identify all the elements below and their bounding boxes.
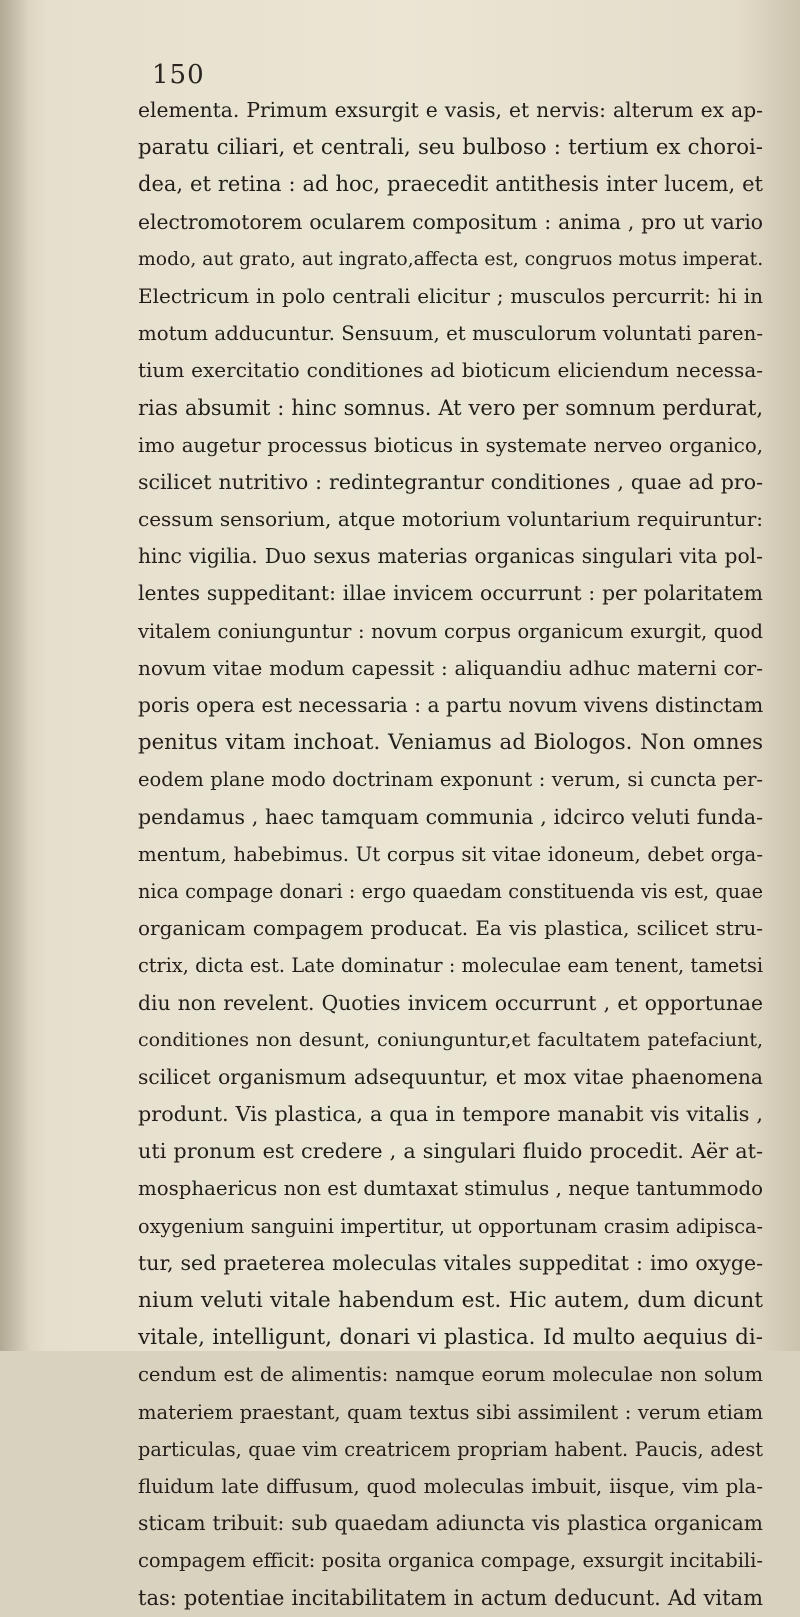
text-line: cessum sensorium, atque motorium voluntarium requiruntur: [138, 507, 763, 532]
text-line: uti pronum est credere , a singulari fluido procedit. Aër at- [138, 1139, 763, 1164]
text-line: tium exercitatio conditiones ad bioticum eliciendum necessa- [138, 358, 763, 383]
text-line: ctrix, dicta est. Late dominatur : moleculae eam tenent, tametsi [138, 954, 763, 978]
text-line: electromotorem ocularem compositum : anima , pro ut vario [138, 209, 763, 234]
text-line: nium veluti vitale habendum est. Hic autem, dum dicunt [138, 1288, 763, 1313]
text-line: penitus vitam inchoat. Veniamus ad Biologos. Non omnes [138, 730, 763, 756]
text-line: organicam compagem producat. Ea vis plastica, scilicet stru- [138, 916, 763, 941]
page-number: 150 [152, 60, 205, 90]
text-line: vitalem coniunguntur : novum corpus organicum exurgit, quod [138, 619, 763, 643]
text-line: compagem efficit: posita organica compage, exsurgit incitabili- [138, 1549, 763, 1573]
text-line: conditiones non desunt, coniunguntur,et facultatem patefaciunt, [138, 1028, 763, 1051]
text-line: mentum, habebimus. Ut corpus sit vitae idoneum, debet orga- [138, 842, 763, 866]
text-line: motum adducuntur. Sensuum, et musculorum voluntati paren- [138, 322, 763, 346]
text-line: modo, aut grato, aut ingrato,affecta est, congruos motus imperat. [138, 248, 764, 270]
text-line: oxygenium sanguini impertitur, ut opportunam crasim adipisca- [138, 1214, 763, 1238]
spine-shadow [0, 0, 30, 1351]
text-line: mosphaericus non est dumtaxat stimulus , neque tantummodo [138, 1177, 763, 1201]
text-line: scilicet nutritivo : redintegrantur conditiones , quae ad pro- [138, 469, 763, 494]
text-line: pendamus , haec tamquam communia , idcirco veluti funda- [138, 804, 763, 829]
text-line: imo augetur processus bioticus in systemate nerveo organico, [138, 433, 763, 457]
text-line: particulas, quae vim creatricem propriam habent. Paucis, adest [138, 1437, 763, 1461]
text-line: sticam tribuit: sub quaedam adiuncta vis plastica organicam [138, 1511, 763, 1536]
text-line: fluidum late diffusum, quod moleculas imbuit, iisque, vim pla- [138, 1474, 763, 1498]
text-line: rias absumit : hinc somnus. At vero per somnum perdurat, [138, 395, 763, 420]
text-line: diu non revelent. Quoties invicem occurrunt , et opportunae [138, 990, 763, 1015]
text-line: materiem praestant, quam textus sibi assimilent : verum etiam [138, 1400, 763, 1424]
text-line: tur, sed praeterea moleculas vitales suppeditat : imo oxyge- [138, 1250, 763, 1275]
text-line: dea, et retina : ad hoc, praecedit antithesis inter lucem, et [138, 172, 763, 197]
text-line: Electricum in polo centrali elicitur ; musculos percurrit: hi in [138, 283, 763, 308]
text-line: tas: potentiae incitabilitatem in actum deducunt. Ad vitam [138, 1585, 763, 1610]
text-line: cendum est de alimentis: namque eorum moleculae non solum [138, 1363, 763, 1387]
text-line: lentes suppeditant: illae invicem occurrunt : per polaritatem [138, 581, 763, 606]
text-line: hinc vigilia. Duo sexus materias organicas singulari vita pol- [138, 544, 763, 569]
text-line: nica compage donari : ergo quaedam constituenda vis est, quae [138, 879, 763, 903]
text-line: novum vitae modum capessit : aliquandiu adhuc materni cor- [138, 655, 763, 680]
text-line: produnt. Vis plastica, a qua in tempore manabit vis vitalis , [138, 1102, 763, 1127]
body-text [138, 92, 763, 1617]
text-line: poris opera est necessaria : a partu novum vivens distinctam [138, 693, 764, 717]
text-line: eodem plane modo doctrinam exponunt : verum, si cuncta per- [138, 768, 763, 792]
text-line: paratu ciliari, et centrali, seu bulboso : tertium ex choroi- [138, 135, 763, 161]
text-line: vitale, intelligunt, donari vi plastica. Id multo aequius di- [138, 1325, 763, 1351]
text-line: scilicet organismum adsequuntur, et mox vitae phaenomena [138, 1064, 763, 1089]
text-line: elementa. Primum exsurgit e vasis, et nervis: alterum ex ap- [138, 98, 763, 122]
